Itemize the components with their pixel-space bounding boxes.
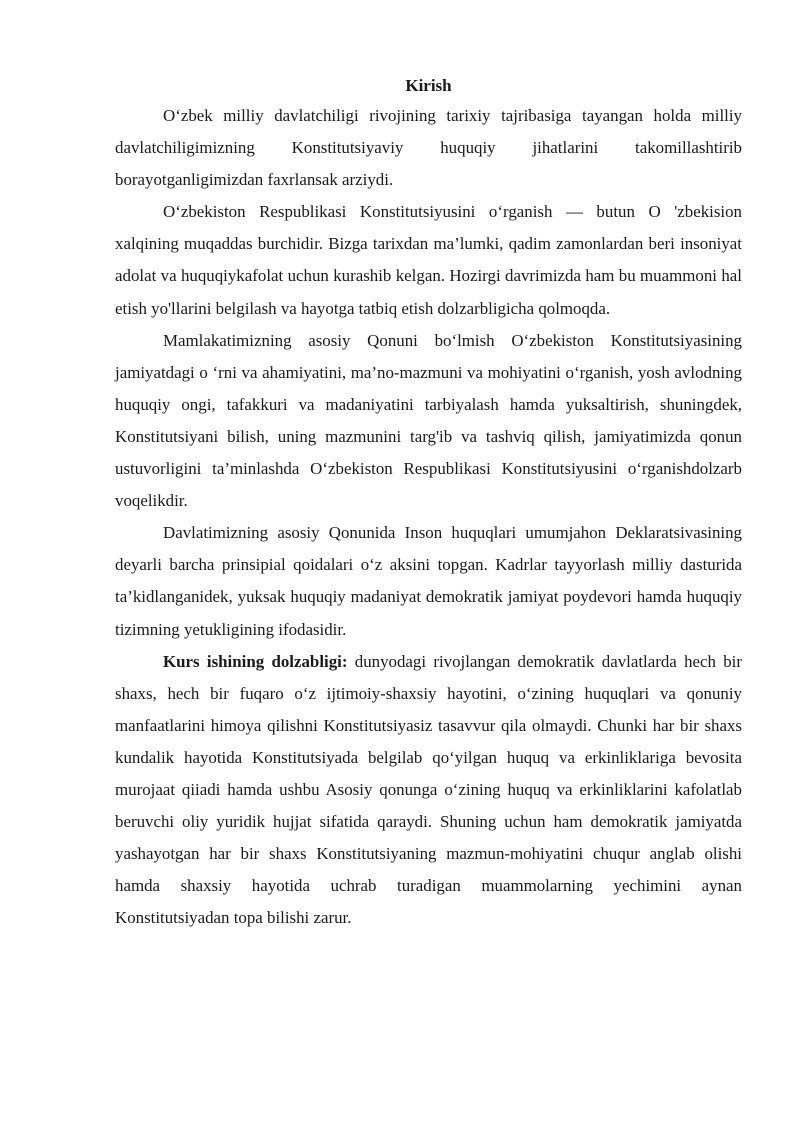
- paragraph-text: Mamlakatimizning asosiy Qonuni bo‘lmish O‘zbekiston Konstitutsiyasining jamiyatdagi o ‘rni va ahamiyatini, ma’no-mazmuni va mohiyatini o‘rganish, yosh avlodning huquqiy ongi, tafakkuri va madaniyatini tarbiyalash hamda yuksaltirish, shuningdek, Konstitutsiyani bilish, uning mazmunini targ'ib va tashviq qilish, jamiyatimizda qonun ustuvorligini ta’minlashda O‘zbekiston Respublikasi Konstitutsiyusini o‘rganishdolzarb voqelikdir.: [115, 330, 742, 511]
- paragraph-3: [115, 325, 742, 518]
- paragraph-text: O‘zbekiston Respublikasi Konstitutsiyusini o‘rganish — butun O 'zbekision xalqining muqaddas burchidir. Bizga tarixdan ma’lumki, qadim zamonlardan beri insoniyat adolat va huquqiykafolat uchun kurashib kelgan. Hozirgi davrimizda ham bu muammoni hal etish yo'llarini belgilash va hayotga tatbiq etish dolzarbligicha qolmoqda.: [115, 202, 742, 318]
- document-page: [115, 74, 742, 934]
- paragraph-2: [115, 196, 742, 324]
- paragraph-text: dunyodagi rivojlangan demokratik davlatlarda hech bir shaxs, hech bir fuqaro o‘z ijtimoiy-shaxsiy hayotini, o‘zining huquqlari va qonuniy manfaatlarini himoya qilishni Konstitutsiyasiz tasavvur qila olmaydi. Chunki har bir shaxs kundalik hayotida Konstitutsiyada belgilab qo‘yilgan huquq va erkinliklariga bevosita murojaat qiiadi hamda ushbu Asosiy qonunga o‘zining huquq va erkinliklarini kafolatlab beruvchi oliy yuridik hujjat sifatida qaraydi. Shuning uchun ham demokratik jamiyatda yashayotgan har bir shaxs Konstitutsiyaning mazmun-mohiyatini chuqur anglab olishi hamda shaxsiy hayotida uchrab turadigan muammolarning yechimini aynan Konstitutsiyadan topa bilishi zarur.: [115, 651, 742, 928]
- relevance-heading: Kurs ishining dolzabligi:: [163, 651, 348, 671]
- paragraph-5-relevance: [115, 646, 742, 935]
- paragraph-text: Davlatimizning asosiy Qonunida Inson huquqlari umumjahon Deklaratsivasining deyarli barcha prinsipial qoidalari o‘z aksini topgan. Kadrlar tayyorlash milliy dasturida ta’kidlanganidek, yuksak huquqiy madaniyat demokratik jamiyat poydevori hamda huquqiy tizimning yetukligining ifodasidir.: [115, 523, 742, 639]
- paragraph-text: O‘zbek milliy davlatchiligi rivojining tarixiy tajribasiga tayangan holda milliy davlatchiligimizning Konstitutsiyaviy huquqiy jihatlarini takomillashtirib borayotganligimizdan faxrlansak arziydi.: [115, 106, 742, 190]
- paragraph-1: [115, 100, 742, 196]
- paragraph-4: [115, 517, 742, 645]
- section-title: Kirish: [405, 76, 452, 95]
